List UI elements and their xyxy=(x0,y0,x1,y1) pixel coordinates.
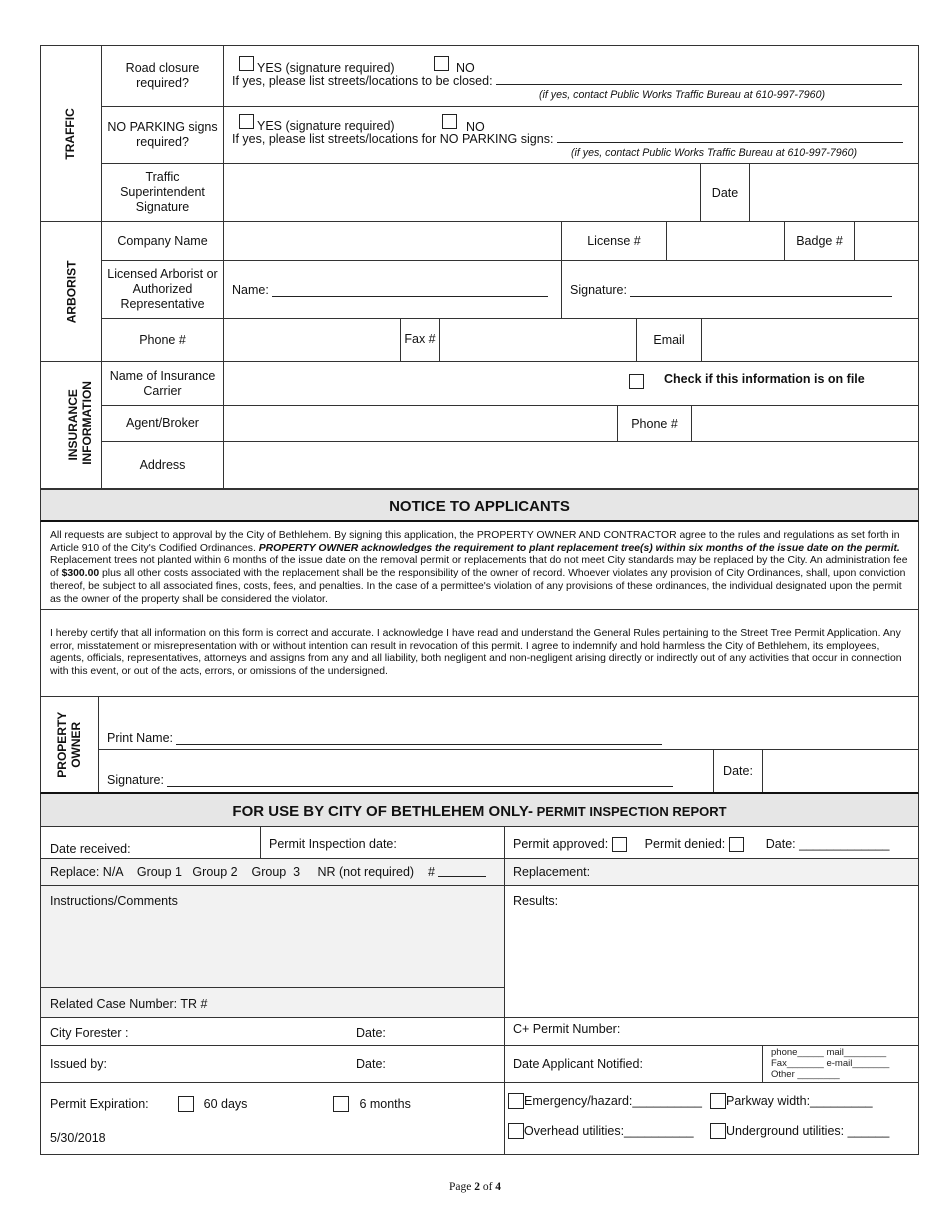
no-parking-no-label: NO xyxy=(466,120,485,134)
owner-date-label: Date: xyxy=(714,750,763,792)
print-name-label: Print Name: xyxy=(107,731,173,745)
fax-label: Fax # xyxy=(401,319,440,361)
parkway-checkbox[interactable] xyxy=(710,1093,726,1109)
on-file-checkbox[interactable] xyxy=(629,374,644,389)
no-parking-label: NO PARKING signs required? xyxy=(102,107,224,164)
instructions-label: Instructions/Comments xyxy=(50,894,178,908)
replace-count-input[interactable] xyxy=(438,866,486,877)
city-forester-label: City Forester : xyxy=(50,1026,129,1040)
arborist-name-input[interactable] xyxy=(272,286,548,297)
owner-signature-field xyxy=(99,750,714,792)
approval-row xyxy=(504,830,890,858)
road-closure-note: (if yes, contact Public Works Traffic Bureau at 610-997-7960) xyxy=(539,89,825,101)
notice-title: NOTICE TO APPLICANTS xyxy=(40,489,919,522)
no-parking-prompt: If yes, please list streets/locations for NO PARKING signs: xyxy=(232,132,554,146)
insurance-phone-input[interactable] xyxy=(692,406,918,441)
arborist-signature-field xyxy=(562,261,918,318)
arborist-name-field xyxy=(224,261,562,318)
6-months-label: 6 months xyxy=(359,1097,411,1111)
underground-field xyxy=(706,1117,889,1145)
permit-form-page xyxy=(40,45,919,1155)
permit-approved-label: Permit approved: xyxy=(513,837,609,851)
emergency-label: Emergency/hazard:__________ xyxy=(524,1094,702,1108)
arborist-signature-input[interactable] xyxy=(630,286,892,297)
emergency-field xyxy=(504,1082,702,1120)
owner-date-input[interactable] xyxy=(763,750,918,792)
property-owner-section xyxy=(40,697,919,794)
notify-phone-mail[interactable]: phone_____ mail________ xyxy=(771,1047,887,1058)
6-months-checkbox[interactable] xyxy=(333,1096,349,1112)
forester-date-label: Date: xyxy=(356,1026,386,1040)
no-parking-streets-input[interactable] xyxy=(557,132,903,143)
expiration-row xyxy=(41,1082,411,1126)
road-closure-yes-checkbox[interactable] xyxy=(239,56,254,71)
insurance-carrier-label: Name of Insurance Carrier xyxy=(102,362,224,406)
road-closure-field xyxy=(224,46,919,107)
results-label: Results: xyxy=(513,894,559,908)
expiration-label: Permit Expiration: xyxy=(50,1097,149,1111)
email-input[interactable] xyxy=(702,319,918,361)
overhead-field xyxy=(504,1117,694,1145)
print-name-field xyxy=(99,697,918,750)
inspection-date-label: Permit Inspection date: xyxy=(269,837,397,851)
no-parking-no-checkbox[interactable] xyxy=(442,114,457,129)
revision-date: 5/30/2018 xyxy=(50,1131,106,1145)
company-name-input[interactable] xyxy=(224,222,562,260)
road-closure-streets-input[interactable] xyxy=(496,74,902,85)
representative-label: Licensed Arborist or Authorized Representative xyxy=(102,261,224,319)
road-closure-yes-label: YES (signature required) xyxy=(257,61,395,75)
parkway-field xyxy=(706,1082,873,1120)
emergency-checkbox[interactable] xyxy=(508,1093,524,1109)
no-parking-yes-label: YES (signature required) xyxy=(257,119,395,133)
replace-options: Replace: N/A Group 1 Group 2 Group 3 NR (not required) # xyxy=(50,864,435,879)
issued-by-label: Issued by: xyxy=(50,1056,107,1071)
no-parking-field xyxy=(224,107,919,164)
replacement-label: Replacement: xyxy=(513,864,591,879)
company-name-label: Company Name xyxy=(102,222,224,261)
issued-date-label: Date: xyxy=(356,1056,386,1071)
badge-input[interactable] xyxy=(855,222,918,260)
60-days-checkbox[interactable] xyxy=(178,1096,194,1112)
date-received-label: Date received: xyxy=(50,842,131,856)
parkway-label: Parkway width:_________ xyxy=(726,1094,873,1108)
address-label: Address xyxy=(102,442,224,489)
permit-inspection-report xyxy=(40,827,919,1155)
notification-method-block xyxy=(763,1047,889,1080)
address-input[interactable] xyxy=(224,442,919,489)
certification-paragraph: I hereby certify that all information on this form is correct and accurate. I acknowledge I have read and understand the General Rules pertaining to the Street Tree Permit Application. Any error, misstatement or misrepresentation with or without intention can result in revocation of this permit. I agree to indemnify and hold harmless the City of Bethlehem, its employees, agents, officials, representatives, attorneys and assigns from any and all liability, both negligent and non-negligent arising directly or indirectly out of any activities that occur in connection with this event, or out of the acts, errors, or omissions of the undersigned. xyxy=(40,610,919,697)
permit-denied-label: Permit denied: xyxy=(644,837,726,851)
applicant-notified-label: Date Applicant Notified: xyxy=(513,1056,643,1071)
badge-label: Badge # xyxy=(785,222,855,260)
no-parking-note: (if yes, contact Public Works Traffic Bureau at 610-997-7960) xyxy=(571,147,857,159)
traffic-section-label: TRAFFIC xyxy=(41,46,102,222)
license-label: License # xyxy=(562,222,667,260)
upper-form-table xyxy=(40,45,919,489)
road-closure-no-label: NO xyxy=(456,61,475,75)
arborist-section-label: ARBORIST xyxy=(41,222,102,362)
related-case-label: Related Case Number: TR # xyxy=(50,997,208,1011)
approval-date-field[interactable]: Date: _____________ xyxy=(765,837,890,851)
road-closure-no-checkbox[interactable] xyxy=(434,56,449,71)
on-file-label: Check if this information is on file xyxy=(664,372,865,386)
fax-input[interactable] xyxy=(440,319,637,361)
arborist-signature-label: Signature: xyxy=(570,282,627,297)
underground-checkbox[interactable] xyxy=(710,1123,726,1139)
replace-row xyxy=(41,858,486,885)
overhead-checkbox[interactable] xyxy=(508,1123,524,1139)
page-footer: Page 2 of 4 xyxy=(448,1181,502,1193)
notify-other[interactable]: Other ________ xyxy=(771,1069,840,1080)
permit-approved-checkbox[interactable] xyxy=(612,837,627,852)
email-label: Email xyxy=(637,319,702,361)
traffic-superintendent-signature-input[interactable] xyxy=(224,164,701,221)
road-closure-prompt: If yes, please list streets/locations to be closed: xyxy=(232,74,493,88)
arborist-phone-label: Phone # xyxy=(102,319,224,362)
insurance-phone-label: Phone # xyxy=(618,406,692,441)
60-days-label: 60 days xyxy=(203,1097,248,1111)
road-closure-label: Road closure required? xyxy=(102,46,224,107)
insurance-carrier-field[interactable] xyxy=(224,362,919,406)
instructions-input[interactable] xyxy=(41,915,503,985)
overhead-label: Overhead utilities:__________ xyxy=(524,1124,694,1138)
traffic-superintendent-label: Traffic Superintendent Signature xyxy=(102,164,224,222)
property-owner-label: PROPERTY OWNER xyxy=(41,697,99,792)
traffic-date-input[interactable] xyxy=(750,164,918,221)
traffic-date-label: Date xyxy=(701,164,750,221)
license-input[interactable] xyxy=(667,222,785,260)
permit-denied-checkbox[interactable] xyxy=(729,837,744,852)
arborist-phone-input[interactable] xyxy=(224,319,401,361)
agent-broker-label: Agent/Broker xyxy=(102,406,224,442)
underground-label: Underground utilities: ______ xyxy=(726,1124,890,1138)
insurance-section-label: INSURANCE INFORMATION xyxy=(41,362,102,489)
no-parking-yes-checkbox[interactable] xyxy=(239,114,254,129)
agent-broker-input[interactable] xyxy=(224,406,618,441)
print-name-input[interactable] xyxy=(176,734,662,745)
notify-fax-email[interactable]: Fax_______ e-mail_______ xyxy=(771,1058,890,1069)
owner-signature-input[interactable] xyxy=(167,776,673,787)
arborist-name-label: Name: xyxy=(232,282,269,297)
cplus-permit-label: C+ Permit Number: xyxy=(513,1022,621,1036)
notice-paragraph: All requests are subject to approval by the City of Bethlehem. By signing this application, the PROPERTY OWNER AND CONTRACTOR agree to the rules and regulations as set forth in Article 910 of the City's Codified Ordinances. PROPERTY OWNER acknowledges the requirement to plant replacement tree(s) within six months of the issue date on the permit. Replacement trees not planted within 6 months of the issue date on the removal permit or replacements that do not meet City standards may be replaced by the City. An administration fee of $300.00 plus all other costs associated with the replacement shall be the responsibility of the owner of record. Whoever violates any provision of City Ordinances, shall, upon conviction thereof, be subject to all associated fines, costs, fees, and penalties. In the case of a permittee's violation of any provisions of these ordinances, the individual designated upon the permit as the owner of the property shall be considered the violator. xyxy=(40,522,919,610)
city-use-title: FOR USE BY CITY OF BETHLEHEM ONLY- PERMIT INSPECTION REPORT xyxy=(40,794,919,827)
results-input[interactable] xyxy=(505,915,917,1015)
owner-signature-label: Signature: xyxy=(107,773,164,787)
